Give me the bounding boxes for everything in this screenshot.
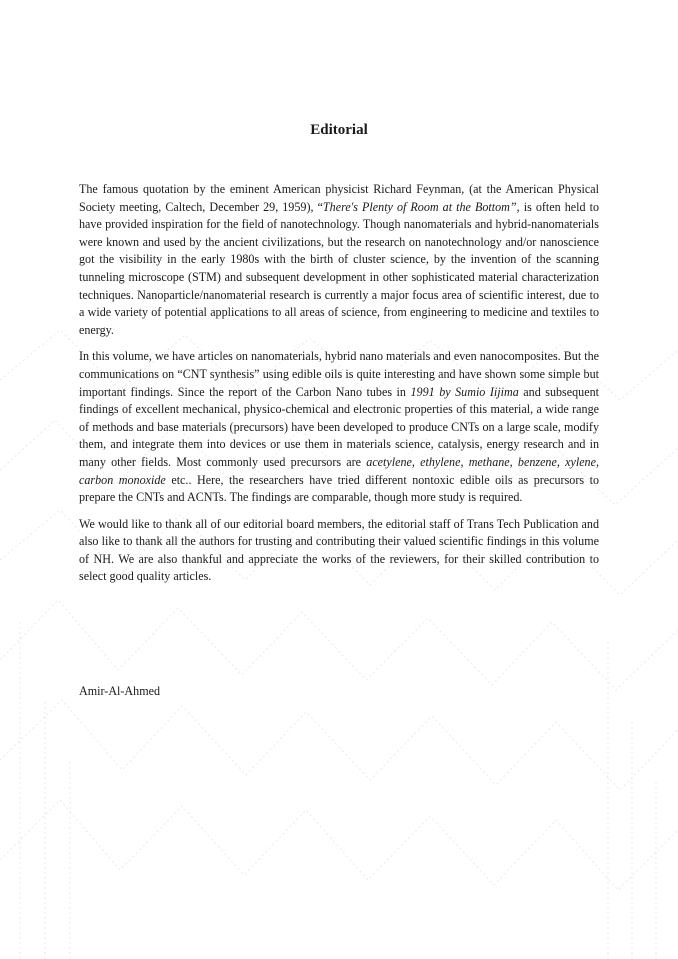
text-run: and subsequent findings of excellent mechanical, physico-chemical and electronic properties of this material, a wide range of methods and base materials (precursors) have been developed to produce CNTs on a large scale, modify them, and integrate them into devices or use them in materials science, catalysis, energy research and in many other fields. Most commonly used precursors are <box>79 384 600 469</box>
italic-precursor-list: acetylene, ethylene, methane, benzene, xylene, carbon monoxide <box>79 454 599 487</box>
text-run: In this volume, we have articles on nanomaterials, hybrid nano materials and even nanocomposites. But the communications on “CNT synthesis” using edible oils is quite interesting and have shown some simple but important findings. Since the report of the Carbon Nano tubes in <box>79 349 599 399</box>
paragraph-1 <box>79 181 599 339</box>
italic-quote: There's Plenty of Room at the Bottom”, <box>322 199 520 214</box>
text-run: We would like to thank all of our editorial board members, the editorial staff of Trans Tech Publication and also like to thank all the authors for trusting and contributing their valued scientific findings in this volume of NH. We are also thankful and appreciate the works of the reviewers, for their skilled contribution to select good quality articles. <box>79 516 599 584</box>
editorial-body <box>79 181 599 595</box>
text-run: etc.. Here, the researchers have tried different nontoxic edible oils as precursors to prepare the CNTs and ACNTs. The findings are comparable, though more study is required. <box>79 472 599 505</box>
text-run: is often held to have provided inspiration for the field of nanotechnology. Though nanomaterials and hybrid-nanomaterials were known and used by the ancient civilizations, but the research on nanotechnology and/or nanoscience got the visibility in the early 1980s with the birth of cluster science, by the invention of the scanning tunneling microscope (STM) and subsequent development in other sophisticated material characterization techniques. Nanoparticle/nanomaterial research is currently a major focus area of scientific interest, due to a wide variety of potential applications to all areas of science, from engineering to medicine and textiles to energy. <box>79 199 599 337</box>
italic-citation: 1991 by Sumio Iijima <box>410 384 519 399</box>
paragraph-2 <box>79 348 599 506</box>
author-signature: Amir-Al-Ahmed <box>79 684 161 698</box>
paragraph-3 <box>79 516 599 586</box>
text-run: The famous quotation by the eminent American physicist Richard Feynman, (at the American Physical Society meeting, Caltech, December 29, 1959), “ <box>79 182 599 214</box>
page-title: Editorial <box>310 122 368 138</box>
